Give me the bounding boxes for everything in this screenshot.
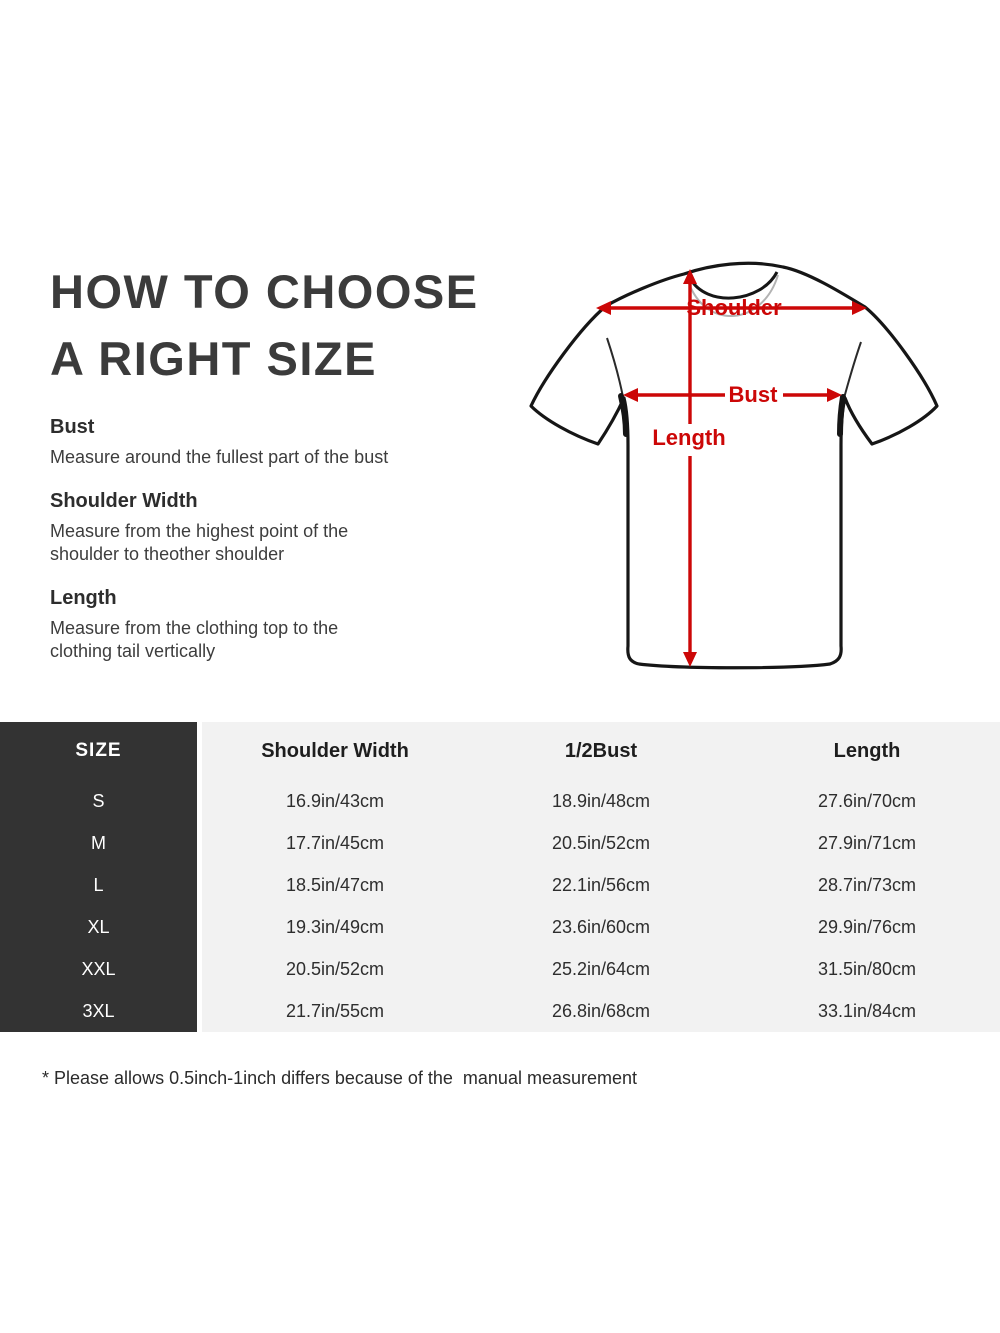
table-row xyxy=(202,780,1000,822)
section-shoulder-width xyxy=(50,490,510,567)
section-text: shoulder to theother shoulder xyxy=(50,544,285,564)
value-cell: 31.5in/80cm xyxy=(817,958,917,979)
value-cell: 16.9in/43cm xyxy=(285,790,385,811)
bust-label: Bust xyxy=(728,382,778,407)
value-cell: 20.5in/52cm xyxy=(285,958,385,979)
page-title xyxy=(50,258,510,392)
column-header-half-bust: 1/2Bust xyxy=(564,739,638,762)
value-cell: 28.7in/73cm xyxy=(817,874,917,895)
value-cell: 18.9in/48cm xyxy=(551,790,651,811)
section-text: Measure around the fullest part of the bust xyxy=(50,447,389,467)
value-cell: 20.5in/52cm xyxy=(551,832,651,853)
section-heading: Length xyxy=(50,586,117,609)
value-cell: 33.1in/84cm xyxy=(817,1000,917,1021)
section-heading: Shoulder Width xyxy=(50,489,198,512)
value-cell: 27.9in/71cm xyxy=(817,832,917,853)
table-row xyxy=(202,906,1000,948)
table-header-row xyxy=(202,722,1000,780)
tshirt-outline xyxy=(531,263,937,667)
measure-guide xyxy=(50,258,510,664)
section-heading: Bust xyxy=(50,416,95,438)
measurement-disclaimer: * Please allows 0.5inch-1inch differs because of the manual measurement xyxy=(42,1068,638,1088)
size-label: M xyxy=(91,832,106,853)
section-bust xyxy=(50,416,510,470)
table-row xyxy=(202,990,1000,1032)
left-armpit-shade xyxy=(621,396,626,434)
value-cell: 26.8in/68cm xyxy=(551,1000,651,1021)
section-text: clothing tail vertically xyxy=(50,641,216,661)
column-header-length: Length xyxy=(833,739,901,762)
page-title-line-2: A RIGHT SIZE xyxy=(50,332,377,385)
section-text: Measure from the clothing top to the xyxy=(50,617,339,638)
page-title-line-1: HOW TO CHOOSE xyxy=(50,265,479,318)
value-cell: 25.2in/64cm xyxy=(551,958,651,979)
size-label: S xyxy=(92,790,105,811)
table-row xyxy=(202,948,1000,990)
length-label: Length xyxy=(652,425,726,450)
value-cell: 21.7in/55cm xyxy=(285,1000,385,1021)
tshirt-diagram xyxy=(520,248,970,678)
size-column-header: SIZE xyxy=(75,740,122,761)
value-cell: 18.5in/47cm xyxy=(285,874,385,895)
shoulder-label: Shoulder xyxy=(686,295,782,320)
table-row xyxy=(202,864,1000,906)
tshirt-diagram-svg xyxy=(520,248,970,678)
size-label: XXL xyxy=(81,958,116,979)
measurements-columns xyxy=(202,722,1000,1032)
section-text: Measure from the highest point of the xyxy=(50,520,349,541)
right-armpit-shade xyxy=(840,397,843,434)
size-label: L xyxy=(93,874,104,895)
size-label: XL xyxy=(87,916,110,937)
value-cell: 22.1in/56cm xyxy=(551,874,651,895)
table-row xyxy=(202,822,1000,864)
section-length xyxy=(50,587,510,664)
size-table xyxy=(0,722,1000,1032)
value-cell: 23.6in/60cm xyxy=(551,916,651,937)
value-cell: 29.9in/76cm xyxy=(817,916,917,937)
value-cell: 27.6in/70cm xyxy=(817,790,917,811)
value-cell: 17.7in/45cm xyxy=(285,832,385,853)
size-column xyxy=(0,722,197,1032)
value-cell: 19.3in/49cm xyxy=(285,916,385,937)
column-header-shoulder-width: Shoulder Width xyxy=(261,739,409,762)
size-label: 3XL xyxy=(82,1000,115,1021)
measure-sections xyxy=(50,416,510,664)
